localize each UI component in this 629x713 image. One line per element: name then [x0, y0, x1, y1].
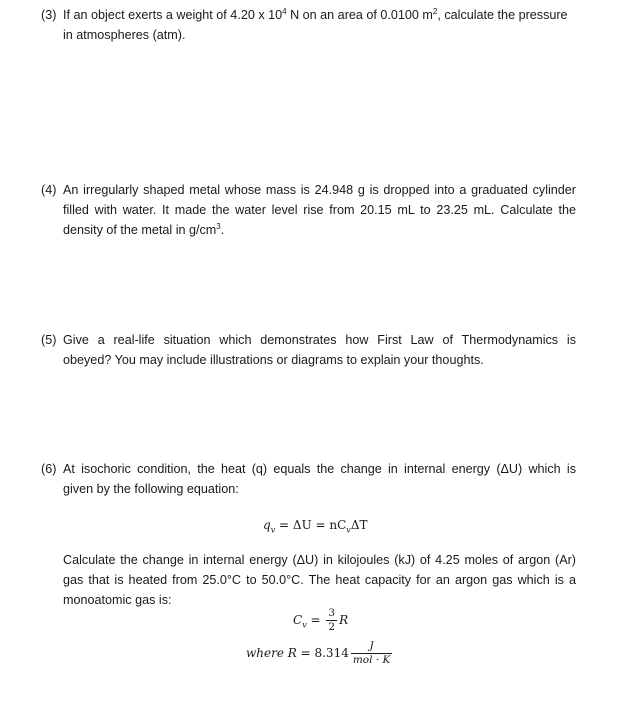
- question-6: [41, 459, 576, 499]
- question-3: [41, 5, 576, 45]
- question-4-line-1: An irregularly shaped metal whose mass is 24.948 g is dropped into a graduated cylinder: [63, 183, 576, 197]
- question-3-line-2: in atmospheres (atm).: [63, 28, 186, 42]
- question-3-number: (3): [41, 8, 57, 22]
- question-6-intro: [63, 459, 576, 499]
- question-5-line-2: obeyed? You may include illustrations or diagrams to explain your thoughts.: [63, 353, 484, 367]
- question-5-text: [63, 330, 576, 370]
- question-3-line-1: If an object exerts a weight of 4.20 x $10^4$ N on an area of 0.0100 $m^2$, calculate the pressure: [63, 6, 568, 22]
- gas-constant-equation: where R = 8.314 $\frac{J}{\text{mol · K}}$: [246, 640, 391, 666]
- question-6-number: (6): [41, 462, 57, 476]
- three-halves-fraction: $\frac{3}{2}$: [328, 607, 336, 633]
- gas-constant-unit-fraction: $\frac{J}{\text{mol · K}}$: [352, 640, 391, 666]
- question-6-body-line-2: gas that is heated from 25.0°C to 50.0°C. The heat capacity for an argon gas which is a: [63, 573, 576, 587]
- question-3-text: [63, 5, 576, 45]
- question-4-line-2: filled with water. It made the water level rise from 20.15 mL to 23.25 mL. Calculate the: [63, 203, 576, 217]
- question-6-body: [41, 550, 576, 610]
- question-6-body-line-1: Calculate the change in internal energy (ΔU) in kilojoules (kJ) of 4.25 moles of argon (Ar): [63, 553, 576, 567]
- isochoric-heat-equation: $q_v = \Delta U = nC_v\Delta T$: [263, 518, 368, 535]
- question-6-body-line-3: monoatomic gas is:: [63, 593, 172, 607]
- question-4-text: [63, 180, 576, 240]
- question-5: [41, 330, 576, 370]
- heat-capacity-equation: $C_v$ = $\frac{3}{2}$ R: [293, 607, 349, 633]
- question-4: [41, 180, 576, 240]
- question-6-intro-line-1: At isochoric condition, the heat (q) equals the change in internal energy (ΔU) which is: [63, 462, 576, 476]
- question-5-number: (5): [41, 333, 57, 347]
- question-5-line-1: Give a real-life situation which demonstrates how First Law of Thermodynamics is: [63, 333, 576, 347]
- question-4-line-3: density of the metal in $g/cm^3$.: [63, 221, 225, 237]
- question-4-number: (4): [41, 183, 57, 197]
- question-6-intro-line-2: given by the following equation:: [63, 482, 239, 496]
